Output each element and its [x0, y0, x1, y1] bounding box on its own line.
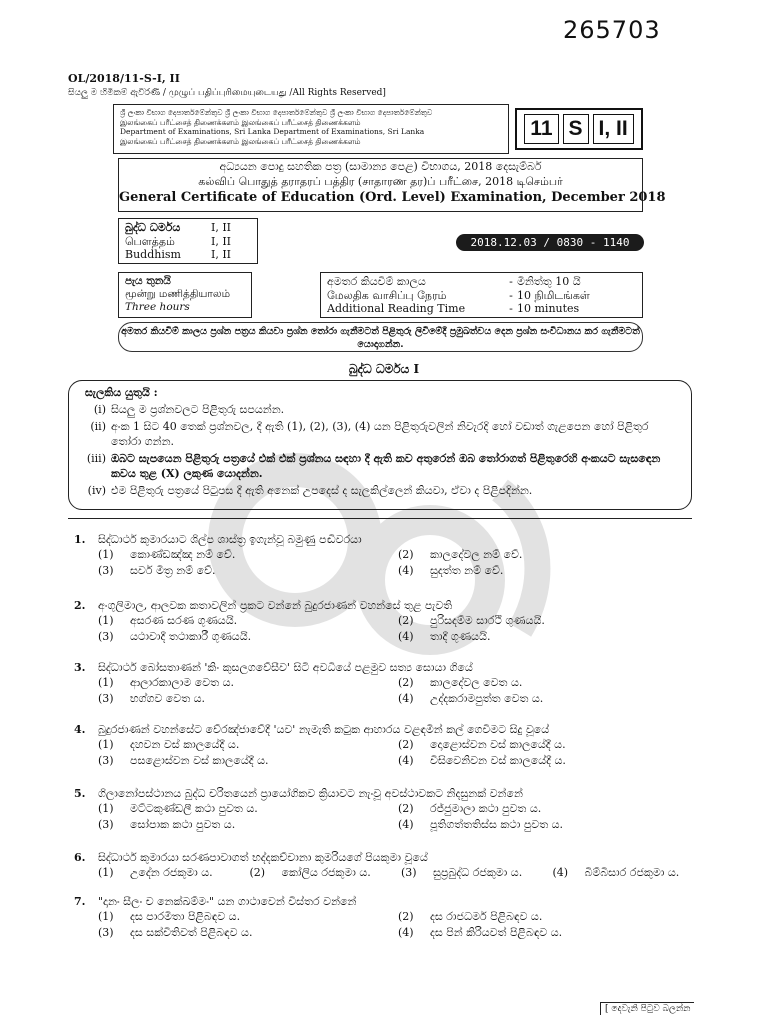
answer-option: (3) සුප්‍රබුද්ධ රජකුමා ය. — [401, 866, 523, 879]
section-divider — [68, 518, 692, 519]
question-text: ගිලානෝපස්ථානය බුද්ධ චරිතයෙන් ප්‍රායෝගිකව ක්‍රියාවට නැංවූ අවස්ථාවකට නිදසුනක් වන්නේ — [98, 787, 523, 800]
department-line: இலங்கைப் பரீட்சைத் திணைக்களம் இலங்கைப் பரீட்சைத் திணைக்களம் — [120, 136, 361, 146]
option-text: යථාවාදී තථාකාරී ගුණයයි. — [130, 630, 252, 643]
answer-option: (4) තාදී ගුණයයි. — [398, 630, 491, 643]
question-number: 1. — [74, 533, 86, 546]
instruction-number: (iv) — [87, 483, 106, 497]
option-text: දහවන වස් කාලයේදී ය. — [130, 738, 240, 751]
question-item — [74, 722, 704, 769]
question-item — [74, 894, 704, 941]
question-text: සිද්ධාර්ථ කුමාරයා සරණපාවාගත් භද්දකච්චානා කුමරියගේ පියකුමා වූයේ — [98, 851, 428, 864]
instruction-text: සියලු ම ප්‍රශ්නවලට පිළිතුරු සපයන්න. — [111, 403, 285, 416]
instruction-number: (i) — [93, 403, 106, 416]
subject-code-box — [515, 108, 643, 150]
option-text: පූතිගත්තතිස්ස කථා පුවත ය. — [430, 818, 564, 831]
subject-part: I, II — [211, 248, 232, 261]
subject-name: Buddhism — [125, 248, 181, 261]
instruction-item — [85, 483, 675, 499]
reading-time-value: මිනිත්තු 10 යි — [517, 275, 581, 288]
duration-box — [118, 272, 252, 318]
department-line: இலங்கைப் பரீட்சைத் திணைக்களம் இலங்கைப் பரீட்சைத் திணைக்களம் — [120, 117, 361, 127]
exam-title-english: General Certificate of Education (Ord. Level) Examination, December 2018 — [119, 190, 666, 205]
option-text: විසිවෙනිවන වස් කාලයේදී ය. — [430, 754, 566, 767]
answer-option: (3) දස සක්විතිවත් පිළිබඳව ය. — [98, 926, 253, 939]
instruction-text: එම පිළිතුරු පත්‍රයේ පිටුපස දී ඇති අනෙක් උපදෙස් ද සැලකිල්ලෙන් කියවා, ඒවා ද පිළිපදින්න. — [111, 483, 533, 497]
question-item — [74, 786, 704, 833]
option-text: කාලදේවල වෙත ය. — [430, 676, 523, 689]
option-text: සෝපාක කථා පුවත ය. — [130, 818, 236, 831]
instruction-text: ඔබට සැපයෙන පිළිතුරු පත්‍රයේ එක් එක් ප්‍රශ්නය සඳහා දී ඇති කව අතුරෙන් ඔබ තෝරාගත් පිළිතුරෙහි අංකයට සැසඳෙන කවය තුළ (X) ලකුණ යොදන්න. — [111, 451, 661, 480]
subject-code-language: S — [563, 114, 589, 144]
answer-option: (2) කෝලිය රජකුමා ය. — [249, 866, 371, 879]
exam-title-box — [118, 158, 666, 212]
subject-row — [125, 248, 251, 262]
instruction-item — [85, 419, 675, 450]
reading-time-label: மேலதிக வாசிப்பு நேரம் — [327, 288, 447, 302]
exam-title-tamil: கல்விப் பொதுத் தராதரப் பத்திர (சாதாரண தர)ப் பரீட்சை, 2018 டிசெம்பர் — [198, 175, 563, 188]
exam-title-sinhala: අධ්‍යයන පොදු සහතික පත්‍ර (සාමාන්‍ය පෙළ) විභාගය, 2018 දෙසැම්බර් — [219, 160, 542, 173]
answer-option: (1) ආලාරකාලාම වෙත ය. — [98, 676, 235, 689]
department-line: Department of Examinations, Sri Lanka Department of Examinations, Sri Lanka — [120, 127, 425, 136]
reading-notice: අමතර කියවීම් කාලය ප්‍රශ්න පත්‍රය කියවා ප්‍රශ්න තෝරා ගැනීමටත් පිළිතුරු ලිවීමේදී ප්‍රමුඛත්වය දෙන ප්‍රශ්න සංවිධානය කර ගැනීමටත් යොදාගන්න. — [118, 322, 643, 352]
subject-code-number: 11 — [524, 114, 558, 144]
option-text: දස සක්විතිවත් පිළිබඳව ය. — [130, 926, 253, 939]
answer-option: (2) රජ්ජුමාලා කථා පුවත ය. — [398, 802, 542, 815]
option-text: පසළොස්වන වස් කාලයේදී ය. — [130, 754, 269, 767]
answer-option: (1) කොණ්ඩඤ්ඤ නම් වේ. — [98, 548, 236, 561]
answer-option: (2) දොළොස්වන වස් කාලයේදී ය. — [398, 738, 566, 751]
option-text: සර්ව මිත්‍ර නම් වේ. — [130, 564, 216, 577]
option-text: ආලාරකාලාම වෙත ය. — [130, 676, 235, 689]
answer-option: (3) සෝපාක කථා පුවත ය. — [98, 818, 236, 831]
option-text: කොණ්ඩඤ්ඤ නම් වේ. — [130, 548, 236, 561]
answer-option: (1) දහවන වස් කාලයේදී ය. — [98, 738, 240, 751]
option-text: දස රාජධර්ම පිළිබඳව ය. — [430, 910, 543, 923]
subject-part: I, II — [211, 234, 232, 248]
instructions-box — [68, 380, 692, 510]
question-number: 5. — [74, 787, 86, 800]
instruction-item — [85, 402, 675, 418]
option-text: අසරණ සරණ ගුණයයි. — [130, 614, 238, 627]
subject-part: I, II — [211, 221, 232, 234]
answer-option: (2) කාලදේවල නම් වේ. — [398, 548, 523, 561]
option-text: උද්දකරාමපුත්ත වෙත ය. — [430, 692, 544, 705]
subject-name: බුද්ධ ධර්මය — [125, 221, 181, 234]
exam-date-time: 2018.12.03 / 0830 - 1140 — [456, 234, 644, 251]
reading-time-label: අමතර කියවීම් කාලය — [327, 275, 426, 288]
next-page-note: [ දෙවැනි පිටුව බලන්න — [600, 1002, 694, 1015]
department-line: ශ්‍රී ලංකා විභාග දෙපාර්තමේන්තුව ශ්‍රී ලංකා විභාග දෙපාර්තමේන්තුව ශ්‍රී ලංකා විභාග දෙපාර්තමේන්තුව — [120, 108, 433, 117]
duration-tamil: மூன்று மணித்தியாலம் — [125, 288, 231, 300]
answer-option: (2) කාලදේවල වෙත ය. — [398, 676, 523, 689]
reading-time-value: 10 நிமிடங்கள் — [517, 288, 590, 302]
answer-option: (2) දස රාජධර්ම පිළිබඳව ය. — [398, 910, 543, 923]
answer-option: (4) දස පින් කිරියවත් පිළිබඳව ය. — [398, 926, 563, 939]
question-text: සිද්ධාර්ථ බෝසතාණන් 'කිං කුසලගවේසීව' සිටි අවධියේ පළමුව සත්‍ය සොයා ගියේ — [98, 661, 473, 674]
option-text: දස පාරමිතා පිළිබඳව ය. — [130, 910, 241, 923]
subject-code-parts: I, II — [593, 114, 634, 144]
question-item — [74, 598, 704, 645]
answer-option: (3) පසළොස්වන වස් කාලයේදී ය. — [98, 754, 269, 767]
question-number: 3. — [74, 661, 86, 674]
question-number: 4. — [74, 723, 86, 736]
part-title: බුද්ධ ධර්මය I — [348, 362, 420, 376]
duration-sinhala: පැය තුනයි — [125, 275, 171, 287]
question-number: 7. — [74, 895, 86, 908]
instruction-number: (iii) — [86, 451, 106, 465]
reading-time-row: Additional Reading Time - 10 minutes — [327, 302, 580, 315]
instructions-title: සැලකිය යුතුයි : — [85, 386, 158, 399]
option-text: භග්ගව වෙත ය. — [130, 692, 206, 705]
reading-time-label: Additional Reading Time — [327, 302, 466, 315]
answer-option: (4) උද්දකරාමපුත්ත වෙත ය. — [398, 692, 544, 705]
instruction-number: (ii) — [90, 419, 106, 433]
instruction-item — [85, 451, 675, 482]
answer-option: (4) විසිවෙනිවන වස් කාලයේදී ය. — [398, 754, 566, 767]
option-text: තාදී ගුණයයි. — [430, 630, 491, 643]
option-text: දස පින් කිරියවත් පිළිබඳව ය. — [430, 926, 563, 939]
paper-code: OL/2018/11-S-I, II — [68, 72, 180, 85]
subject-box — [118, 218, 258, 264]
option-text: සුප්‍රබුද්ධ රජකුමා ය. — [433, 866, 523, 879]
question-number: 6. — [74, 851, 86, 864]
subject-name: பௌத்தம் — [125, 234, 175, 248]
answer-option: (4) සුදත්ත නම් වේ. — [398, 564, 504, 577]
answer-option: (1) අසරණ සරණ ගුණයයි. — [98, 614, 238, 627]
option-text: රජ්ජුමාලා කථා පුවත ය. — [430, 802, 542, 815]
department-header — [113, 104, 509, 154]
rights-notice: සියලු ම හිමිකම් ඇවිරිණි / முழுப் பதிப்புரிமையுடையது /All Rights Reserved] — [68, 88, 386, 98]
option-text: උදේන රජකුමා ය. — [130, 866, 213, 879]
question-item — [74, 532, 704, 579]
answer-option: (1) මට්ටකුණ්ඩලී කථා පුවත ය. — [98, 802, 258, 815]
reading-time-row: අමතර කියවීම් කාලය - මිනිත්තු 10 යි — [327, 275, 581, 288]
reading-time-box — [320, 272, 643, 318]
instruction-text: අංක 1 සිට 40 තෙක් ප්‍රශ්නවල, දී ඇති (1), (2), (3), (4) යන පිළිතුරුවලින් නිවැරදි හෝ වඩාත් ගැළපෙන හෝ පිළිතුර තෝරා ගන්න. — [111, 419, 649, 448]
answer-option: (1) දස පාරමිතා පිළිබඳව ය. — [98, 910, 241, 923]
option-text: මට්ටකුණ්ඩලී කථා පුවත ය. — [130, 802, 258, 815]
subject-row — [125, 221, 251, 235]
option-text: දොළොස්වන වස් කාලයේදී ය. — [430, 738, 566, 751]
question-number: 2. — [74, 599, 86, 612]
option-text: බිම්බිසාර රජකුමා ය. — [584, 866, 680, 879]
answer-option: (4) බිම්බිසාර රජකුමා ය. — [552, 866, 680, 879]
option-text: කාලදේවල නම් වේ. — [430, 548, 523, 561]
question-item — [74, 660, 704, 707]
question-text: සිද්ධාර්ථ කුමාරයාට ශිල්ප ශාස්ත්‍ර ඉගැන්වූ බමුණු පඬිවරයා — [98, 533, 362, 546]
answer-option: (2) පුරිසදම්ම සාරථි ගුණයයි. — [398, 614, 545, 627]
option-text: සුදත්ත නම් වේ. — [430, 564, 504, 577]
question-text: "දානං සීලං ච නෙක්ඛම්මං" යන ගාථාවෙන් විස්තර වන්නේ — [98, 895, 357, 908]
question-text: අංගුලිමාල, ආලවක කතාවලින් ප්‍රකට වන්නේ බුදුරජාණන් වහන්සේ තුළ පැවති — [98, 599, 453, 612]
serial-number: 265703 — [563, 16, 661, 44]
reading-time-row: மேலதிக வாசிப்பு நேரம் - 10 நிமிடங்கள் — [327, 288, 590, 302]
answer-option: (1) උදේන රජකුමා ය. — [98, 866, 213, 879]
answer-option: (3) සර්ව මිත්‍ර නම් වේ. — [98, 564, 216, 577]
subject-row — [125, 235, 251, 249]
duration-english: Three hours — [125, 301, 190, 313]
option-text: පුරිසදම්ම සාරථි ගුණයයි. — [430, 614, 545, 627]
answer-option: (3) යථාවාදී තථාකාරී ගුණයයි. — [98, 630, 252, 643]
answer-option: (3) භග්ගව වෙත ය. — [98, 692, 206, 705]
answer-option: (4) පූතිගත්තතිස්ස කථා පුවත ය. — [398, 818, 564, 831]
reading-time-value: 10 minutes — [517, 302, 580, 315]
option-text: කෝලිය රජකුමා ය. — [281, 866, 371, 879]
question-text: බුදුරජාණන් වහන්සේට වේරඤ්ජාවේදී 'යව' නැමැති කටුක ආහාරය වළඳමින් කල් ගෙවීමට සිදු වූයේ — [98, 723, 550, 736]
question-item — [74, 850, 704, 881]
